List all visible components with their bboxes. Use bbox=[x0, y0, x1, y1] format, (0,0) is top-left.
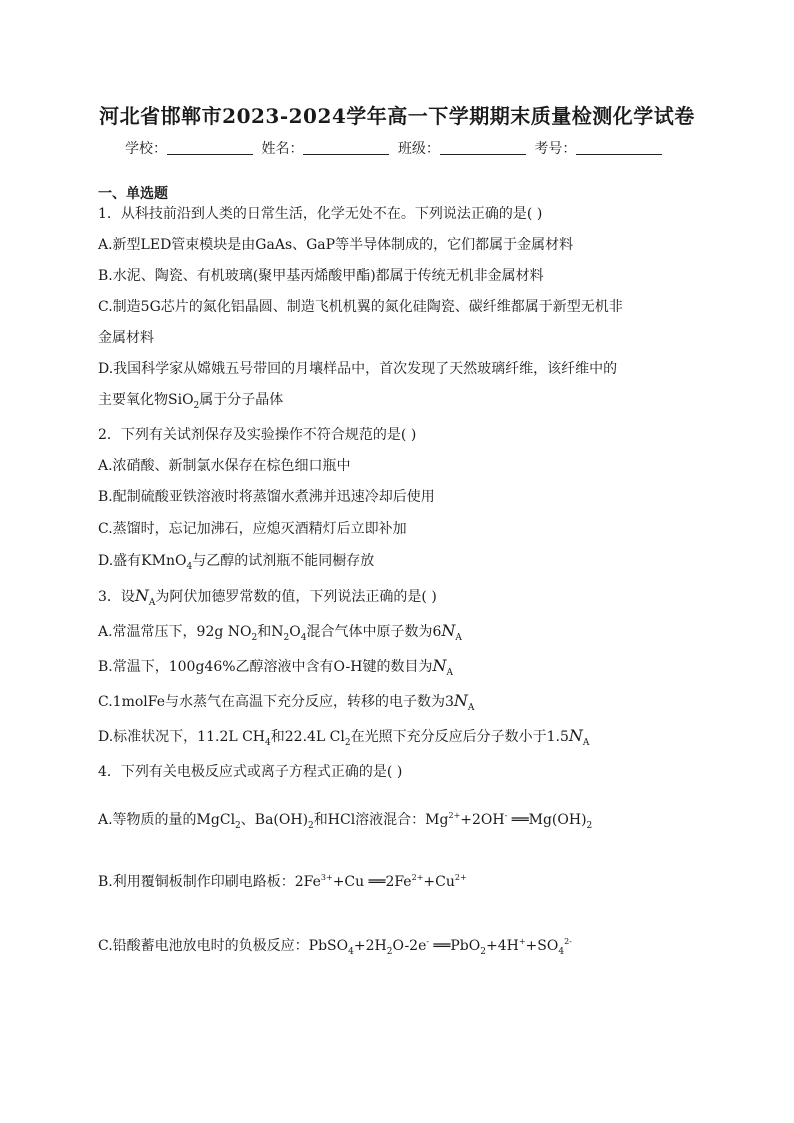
class-blank[interactable] bbox=[440, 140, 526, 155]
q1-option-d-line2: 主要氧化物SiO$_2$属于分子晶体 bbox=[98, 392, 284, 411]
q4-stem: 4．下列有关电极反应式或离子方程式正确的是( ) bbox=[98, 764, 403, 780]
q3-stem: 3．设$N_A$为阿伏加德罗常数的值，下列说法正确的是( ) bbox=[98, 586, 437, 608]
q2-option-d: D.盛有KMnO$_4$与乙醇的试剂瓶不能同橱存放 bbox=[98, 553, 375, 572]
q4-option-c: C.铅酸蓄电池放电时的负极反应：$PbSO_4+2H_2O-2e^-$ $══PbO_2+4H^++SO_4^{2-}$ bbox=[98, 937, 572, 957]
class-label: 班级： bbox=[397, 141, 440, 157]
name-label: 姓名： bbox=[261, 141, 304, 157]
q3-option-b: B.常温下，100g46%乙醇溶液中含有O-H键的数目为$N_A$ bbox=[98, 656, 453, 678]
q2-option-b: B.配制硫酸亚铁溶液时将蒸馏水煮沸并迅速冷却后使用 bbox=[98, 489, 435, 505]
name-blank[interactable] bbox=[303, 140, 389, 155]
q2-option-a: A.浓硝酸、新制氯水保存在棕色细口瓶中 bbox=[98, 458, 351, 474]
q1-option-d-line1: D.我国科学家从嫦娥五号带回的月壤样品中，首次发现了天然玻璃纤维，该纤维中的 bbox=[98, 361, 618, 377]
q2-option-c: C.蒸馏时，忘记加沸石，应熄灭酒精灯后立即补加 bbox=[98, 521, 407, 537]
q2-stem: 2．下列有关试剂保存及实验操作不符合规范的是( ) bbox=[98, 427, 417, 443]
q1-stem: 1．从科技前沿到人类的日常生活，化学无处不在。下列说法正确的是( ) bbox=[98, 206, 543, 222]
q1-option-c-line1: C.制造5G芯片的氮化铝晶圆、制造飞机机翼的氮化硅陶瓷、碳纤维都属于新型无机非 bbox=[98, 299, 623, 315]
q4-option-b: B.利用覆铜板制作印刷电路板：$2Fe^{3+}+Cu$ $══2Fe^{2+}+Cu^{2+}$ bbox=[98, 873, 467, 890]
q1-option-c-line2: 金属材料 bbox=[98, 330, 154, 346]
student-info-line bbox=[125, 138, 666, 158]
school-blank[interactable] bbox=[167, 140, 253, 155]
exam-number-label: 考号： bbox=[534, 141, 577, 157]
q3-option-a: A.常温常压下，92g $NO_2$和$N_2O_4$混合气体中原子数为$6N_A$ bbox=[98, 621, 462, 643]
exam-number-blank[interactable] bbox=[576, 140, 662, 155]
q3-option-d: D.标准状况下，11.2L $CH_4$和22.4L $Cl_2$在光照下充分反应后分子数小于$1.5N_A$ bbox=[98, 726, 590, 748]
q3-option-c: C.1molFe与水蒸气在高温下充分反应，转移的电子数为$3N_A$ bbox=[98, 691, 475, 713]
q1-option-b: B.水泥、陶瓷、有机玻璃(聚甲基丙烯酸甲酯)都属于传统无机非金属材料 bbox=[98, 268, 544, 284]
q4-option-a: A.等物质的量的MgCl$_2$、$Ba(OH)_2$和HCl溶液混合：$Mg^{2+}+2OH^-$ $══Mg(OH)_2$ bbox=[98, 811, 593, 831]
exam-title: 河北省邯郸市2023-2024学年高一下学期期末质量检测化学试卷 bbox=[99, 104, 695, 128]
school-label: 学校： bbox=[125, 141, 167, 157]
section-heading: 一、单选题 bbox=[98, 186, 168, 202]
q1-option-a: A.新型LED管束模块是由GaAs、GaP等半导体制成的，它们都属于金属材料 bbox=[98, 237, 574, 253]
